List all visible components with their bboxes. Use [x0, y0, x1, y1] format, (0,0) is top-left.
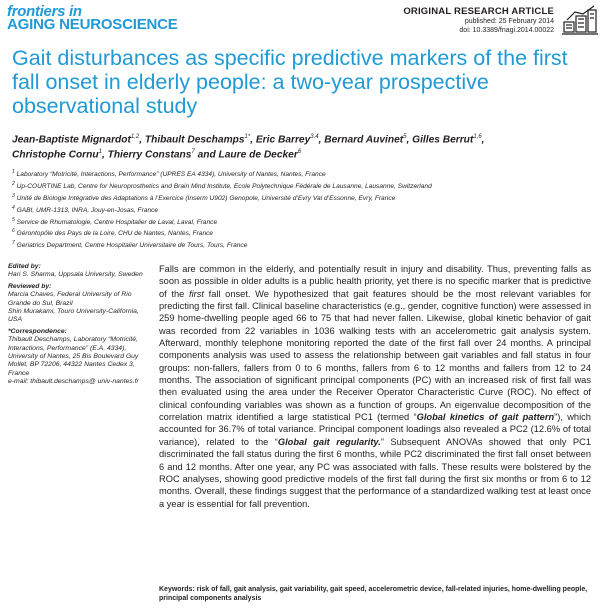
author-name: Bernard Auvinet: [324, 134, 404, 146]
abstract-emphasis-first: first: [189, 288, 204, 299]
author-separator: ,: [250, 134, 256, 146]
abstract-emphasis-pc2: Global gait regularity.: [277, 436, 381, 447]
author-separator: ,: [318, 134, 325, 146]
author-separator: ,: [139, 134, 145, 146]
author-name: Laure de Decker: [218, 149, 298, 161]
author-list: [12, 131, 597, 162]
article-type: ORIGINAL RESEARCH ARTICLE: [403, 6, 554, 17]
reviewed-by-block: [8, 283, 150, 325]
correspondence-address: Thibault Deschamps, Laboratory “Motricité, Interactions, Performance” (E.A. 4334), University of Nantes, 25 Bis Boulevard Guy Mollet, BP 72206, 44322 Nantes Cedex 3, France: [8, 336, 139, 377]
author-name: Christophe Cornu: [12, 149, 99, 161]
correspondence-email[interactable]: e-mail: thibault.deschamps@ univ-nantes.fr: [8, 378, 139, 386]
affiliation-item: [12, 192, 597, 204]
affiliation-item: [12, 216, 597, 228]
abstract: [159, 263, 591, 510]
affiliation-number: 5: [12, 216, 15, 223]
author-affiliation-ref: 1,2: [130, 134, 140, 140]
author-separator: and: [194, 149, 219, 161]
author-name: Jean-Baptiste Mignardot: [12, 134, 131, 146]
journal-name-line1: frontiers in: [7, 3, 82, 20]
author-affiliation-ref: 5: [403, 134, 407, 140]
affiliation-number: 2: [12, 180, 15, 187]
affiliation-item: [12, 239, 597, 251]
reviewer-1: Marcia Chaves, Federal University of Rio Grande do Sul, Brazil: [8, 291, 132, 307]
affiliation-item: [12, 168, 597, 180]
abstract-text-3: ”), which accounted for 36.7% of total variance. Principal component loadings also revealed a PC2 (12.6% of total variance), related to the “: [159, 412, 591, 447]
article-title: Gait disturbances as specific predictive markers of the first fall onset in elderly people: a two-year prospective observational study: [12, 46, 568, 118]
author-name: Thibault Deschamps: [144, 134, 245, 146]
author-separator: ,: [406, 134, 413, 146]
author-name: Gilles Berrut: [412, 134, 474, 146]
doi: doi: 10.3389/fnagi.2014.00022: [459, 26, 554, 34]
edited-by-block: [8, 263, 150, 280]
affiliation-item: [12, 227, 597, 239]
affiliation-item: [12, 180, 597, 192]
edited-by-value: Hari S. Sharma, Uppsala University, Sweden: [8, 271, 143, 279]
keywords-label: Keywords:: [159, 586, 195, 593]
affiliation-text: Gérontopôle des Pays de la Loire, CHU de Nantes, Nantes, France: [16, 230, 214, 238]
affiliation-number: 6: [12, 228, 15, 235]
affiliation-text: GABI, UMR-1313, INRA, Jouy-en-Josas, France: [16, 206, 159, 214]
abstract-emphasis-pc1: Global kinetics of gait pattern: [416, 412, 555, 423]
author-separator: ,: [481, 134, 485, 146]
article-sidebar: [8, 263, 150, 390]
affiliation-number: 4: [12, 204, 15, 211]
author-affiliation-ref: 1*: [244, 134, 251, 140]
affiliation-text: Unité de Biologie Intégrative des Adaptations à l’Exercice (Inserm U902) Genopole, Université d’Evry Val d’Essonne, Evry, France: [16, 194, 396, 202]
author-affiliation-ref: 6: [297, 149, 302, 156]
author-name: Thierry Constans: [107, 149, 192, 161]
keywords: [159, 585, 591, 603]
author-affiliation-ref: 1,6: [473, 134, 482, 140]
edited-by-label: Edited by:: [8, 263, 41, 270]
affiliation-item: [12, 204, 597, 216]
affiliation-number: 1: [12, 169, 15, 175]
affiliation-number: 3: [12, 192, 15, 199]
frontiers-logo-icon: [561, 3, 599, 39]
author-separator: ,: [101, 149, 108, 161]
journal-name-line2: AGING NEUROSCIENCE: [7, 16, 178, 33]
abstract-text-4: ” Subsequent ANOVAs showed that only PC1 discriminated the fall status during the first 6 months, while PC2 discriminated the first fall onset between 6 and 12 months. After one year, any PC was associated with falls. These results were bolstered by the ROC analyses, showing good predictive models of the first fall during the first six months or from 6 to 12 months. Overall, these findings suggest that the performance of a standardized walking test at least once a year is essential for fall prevention.: [159, 436, 591, 509]
affiliation-text: Laboratory “Motricité, Interactions, Performance” (UPRES EA 4334), University of Nantes, Nantes, France: [16, 171, 326, 179]
publication-meta: [459, 18, 554, 35]
affiliation-text: Geriatrics Department, Centre Hospitalier Universitaire de Tours, Tours, France: [16, 242, 248, 250]
reviewer-2: Shin Murakami, Touro University-California, USA: [8, 308, 139, 324]
published-date: published: 25 February 2014: [464, 18, 554, 25]
affiliation-number: 7: [12, 240, 15, 247]
affiliation-text: Up-COURTINE Lab, Centre for Neuroprosthetics and Brain Mind Institute, Ecole Polytechnique Fédérale de Lausanne, Lausanne, Switzerland: [16, 183, 432, 191]
abstract-text-1: Falls are common in the elderly, and potentially result in injury and disability. Thus, preventing falls as soon as possible in older adults is a public health priority, yet there is no specific marker that is predictive of the: [159, 264, 591, 299]
keywords-text: risk of fall, gait analysis, gait variability, gait speed, accelerometric device, fall-related injuries, home-dwelling people, principal components analysis: [159, 586, 588, 602]
correspondence-block: [8, 328, 150, 387]
affiliation-list: [12, 168, 597, 251]
abstract-text-2: fall onset. We hypothesized that gait features should be the most relevant variables for predicting the first fall. Clinical baseline characteristics (e.g., gender, cognitive function) were assessed in 259 home-dwelling people aged 66 to 75 that had never fallen. Likewise, global kinetic behavior of gait was recorded from 22 variables in 1036 walking tests with an accelerometric gait analysis system. Afterward, monthly telephone monitoring reported the date of the first fall over 24 months. A principal components analysis was used to assess the relationship between gait variables and fall status in four groups: non-fallers, fallers from 0 to 6 months, fallers from 6 to 12 months and fallers from 12 to 24 months. The association of significant principal components (PC) with an increased risk of first fall was then evaluated using the area under the Receiver Operator Characteristic Curve (ROC). No effect of clinical confounding variables was shown as a function of groups. An eigenvalue decomposition of the correlation matrix identified a large statistical PC1 (termed “: [159, 288, 591, 423]
author-affiliation-ref: 7: [191, 149, 195, 156]
affiliation-text: Service de Rhumatologie, Centre Hospitalier de Laval, Laval, France: [16, 218, 218, 226]
author-affiliation-ref: 1: [98, 149, 102, 156]
author-name: Eric Barrey: [255, 134, 311, 146]
author-affiliation-ref: 3,4: [310, 134, 319, 140]
correspondence-label: *Correspondence:: [8, 327, 67, 335]
reviewed-by-label: Reviewed by:: [8, 282, 52, 290]
